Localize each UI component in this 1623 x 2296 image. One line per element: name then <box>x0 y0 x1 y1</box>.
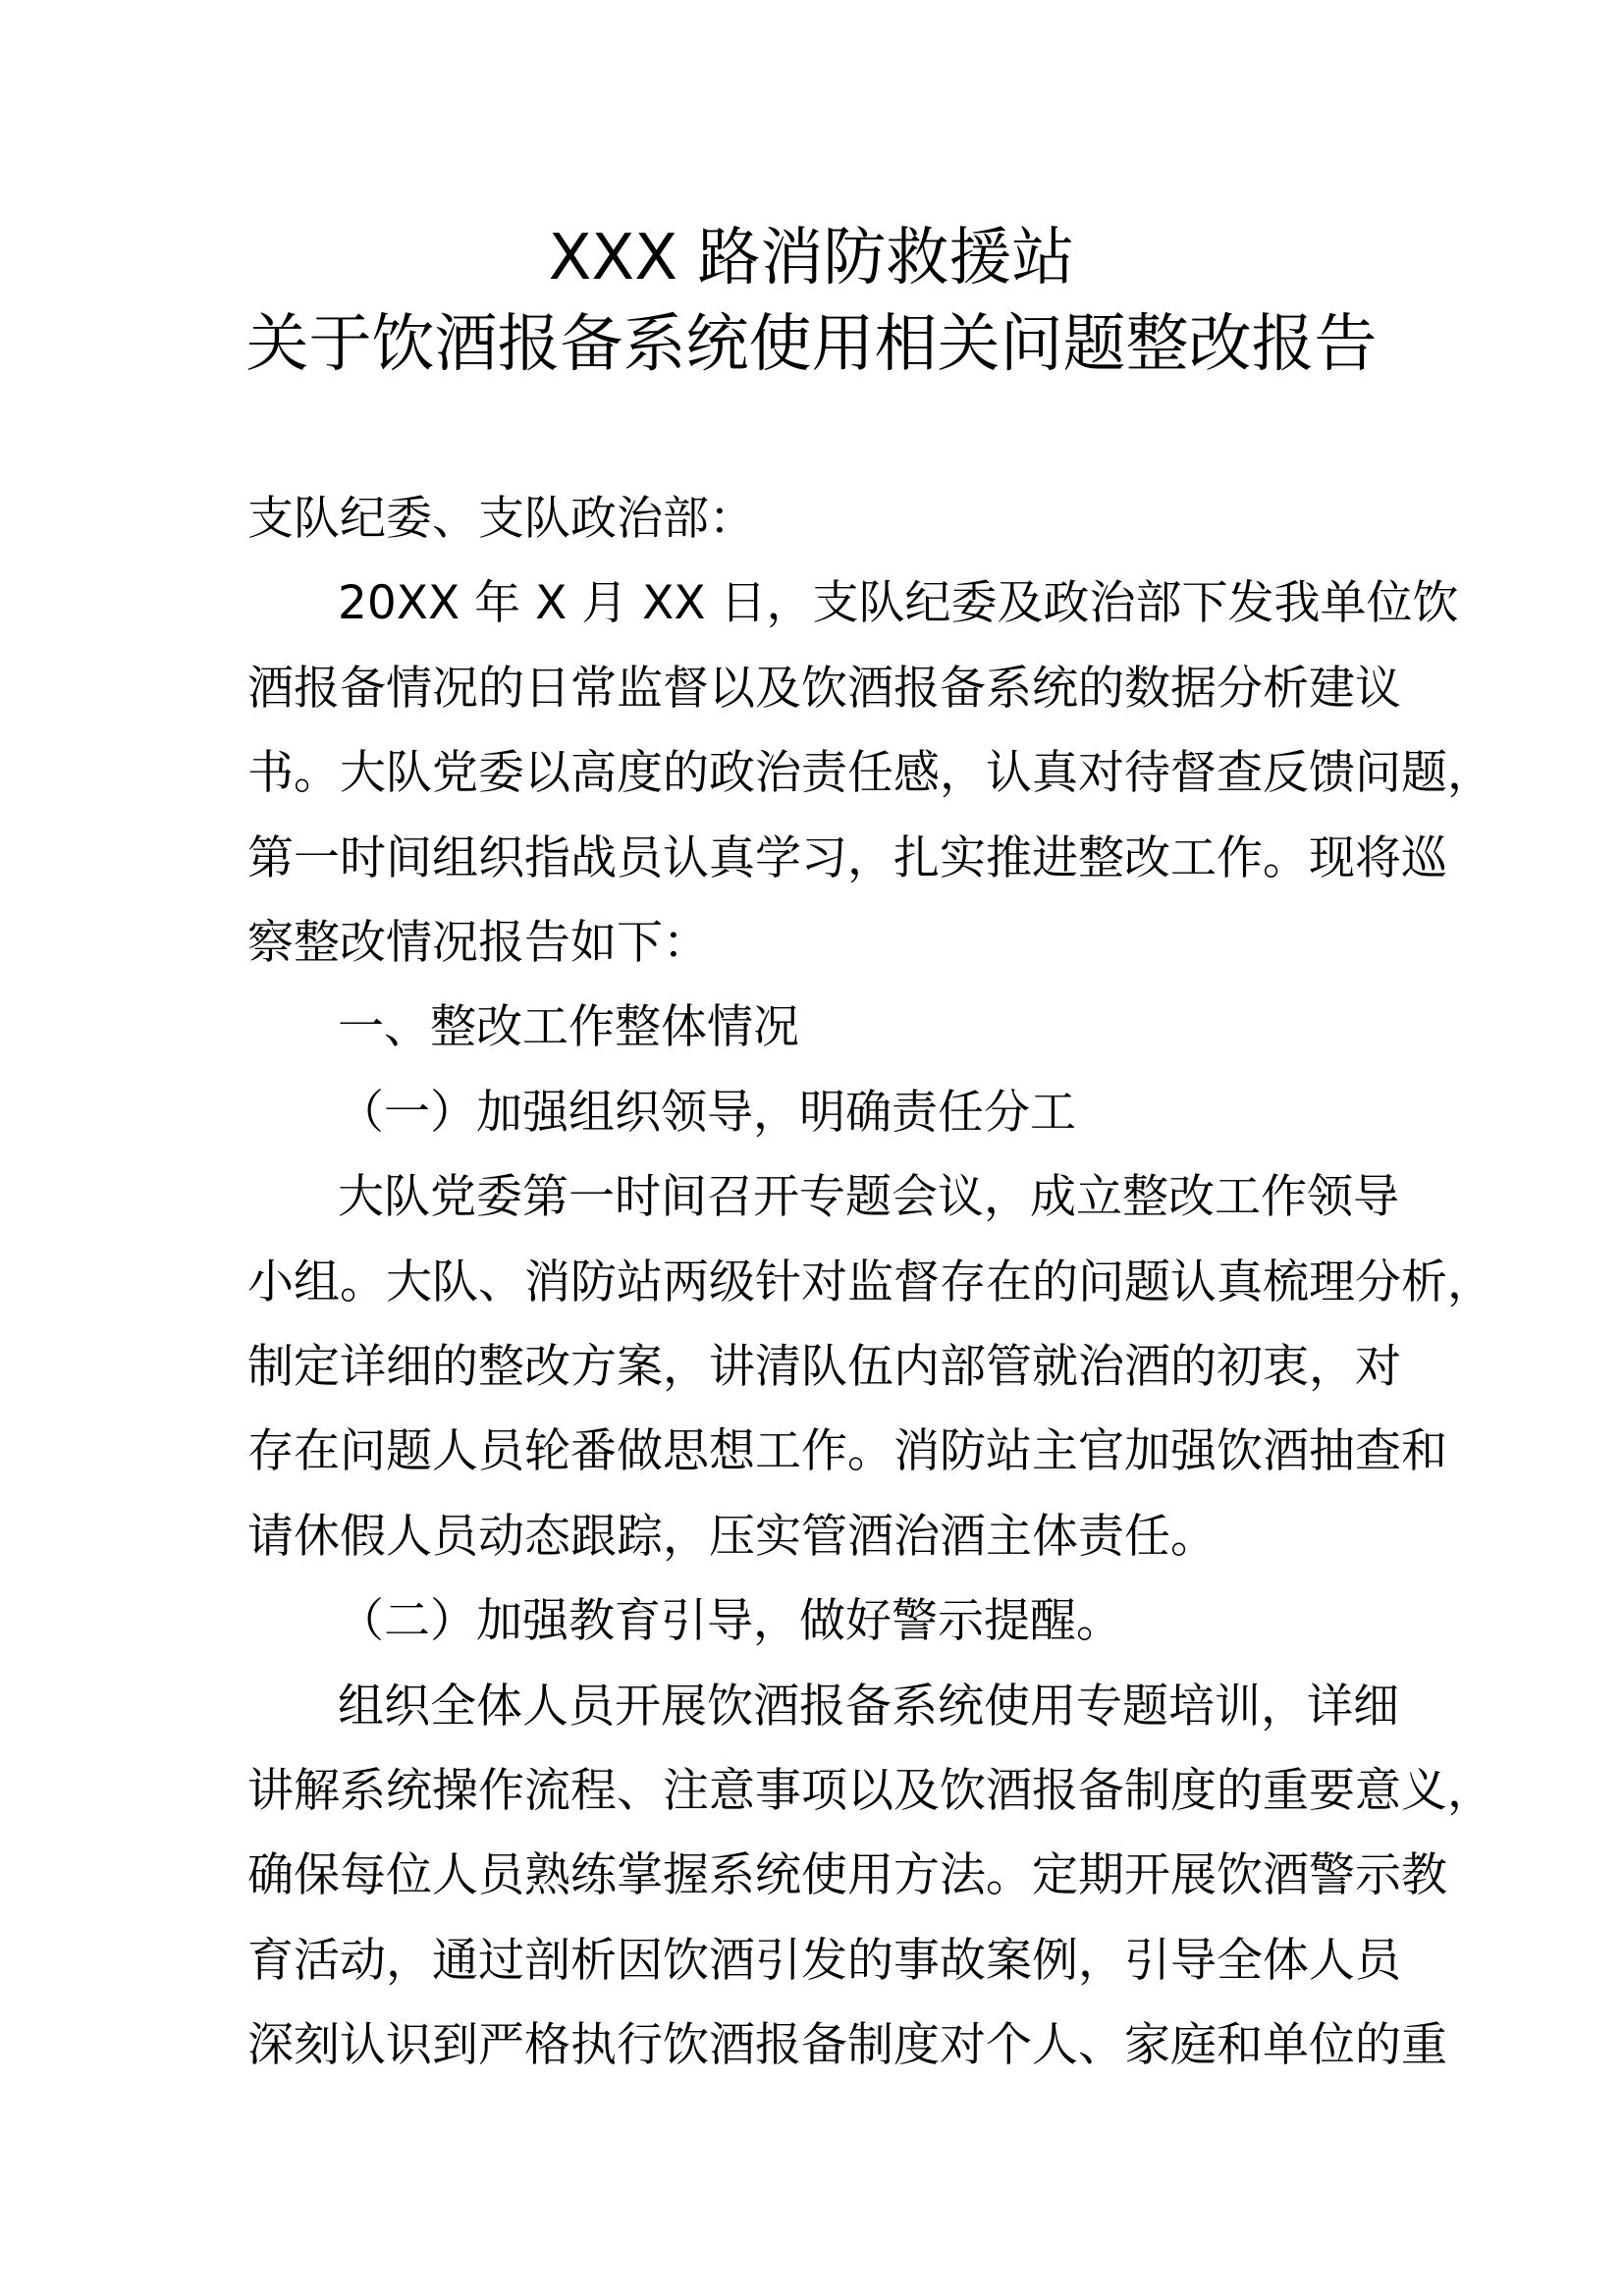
body-line: 大队党委第一时间召开专题会议，成立整改工作领导 <box>338 1170 1399 1225</box>
body-line: （二）加强教育引导，做好警示提醒。 <box>338 1594 1122 1649</box>
body-line: 一、整改工作整体情况 <box>338 1000 799 1055</box>
body-line: 确保每位人员熟练掌握系统使用方法。定期开展饮酒警示教 <box>247 1848 1447 1903</box>
body-line: 请休假人员动态跟踪，压实管酒治酒主体责任。 <box>247 1509 1217 1564</box>
body-line: 育活动，通过剖析因饮酒引发的事故案例，引导全体人员 <box>247 1933 1401 1988</box>
body-line: 制定详细的整改方案，讲清队伍内部管就治酒的初衷，对 <box>247 1340 1401 1394</box>
body-line: 察整改情况报告如下： <box>247 916 709 970</box>
body-line: 组织全体人员开展饮酒报备系统使用专题培训，详细 <box>338 1679 1399 1734</box>
document-title-line2: 关于饮酒报备系统使用相关问题整改报告 <box>245 308 1378 381</box>
body-line: 存在问题人员轮番做思想工作。消防站主官加强饮酒抽查和 <box>247 1424 1447 1479</box>
body-line: 书。大队党委以高度的政治责任感，认真对待督查反馈问题， <box>247 746 1493 801</box>
body-line: 第一时间组织指战员认真学习，扎实推进整改工作。现将巡 <box>247 830 1447 885</box>
body-line: 酒报备情况的日常监督以及饮酒报备系统的数据分析建议 <box>247 661 1401 716</box>
body-line: 深刻认识到严格执行饮酒报备制度对个人、家庭和单位的重 <box>247 2018 1447 2073</box>
body-line: 20XX 年 X 月 XX 日，支队纪委及政治部下发我单位饮 <box>338 576 1459 631</box>
body-line: （一）加强组织领导，明确责任分工 <box>338 1085 1076 1140</box>
body-line: 小组。大队、消防站两级针对监督存在的问题认真梳理分析， <box>247 1255 1493 1309</box>
document-title-line1: XXX 路消防救援站 <box>548 222 1075 294</box>
body-line: 支队纪委、支队政治部： <box>247 492 755 546</box>
body-line: 讲解系统操作流程、注意事项以及饮酒报备制度的重要意义， <box>247 1764 1493 1818</box>
